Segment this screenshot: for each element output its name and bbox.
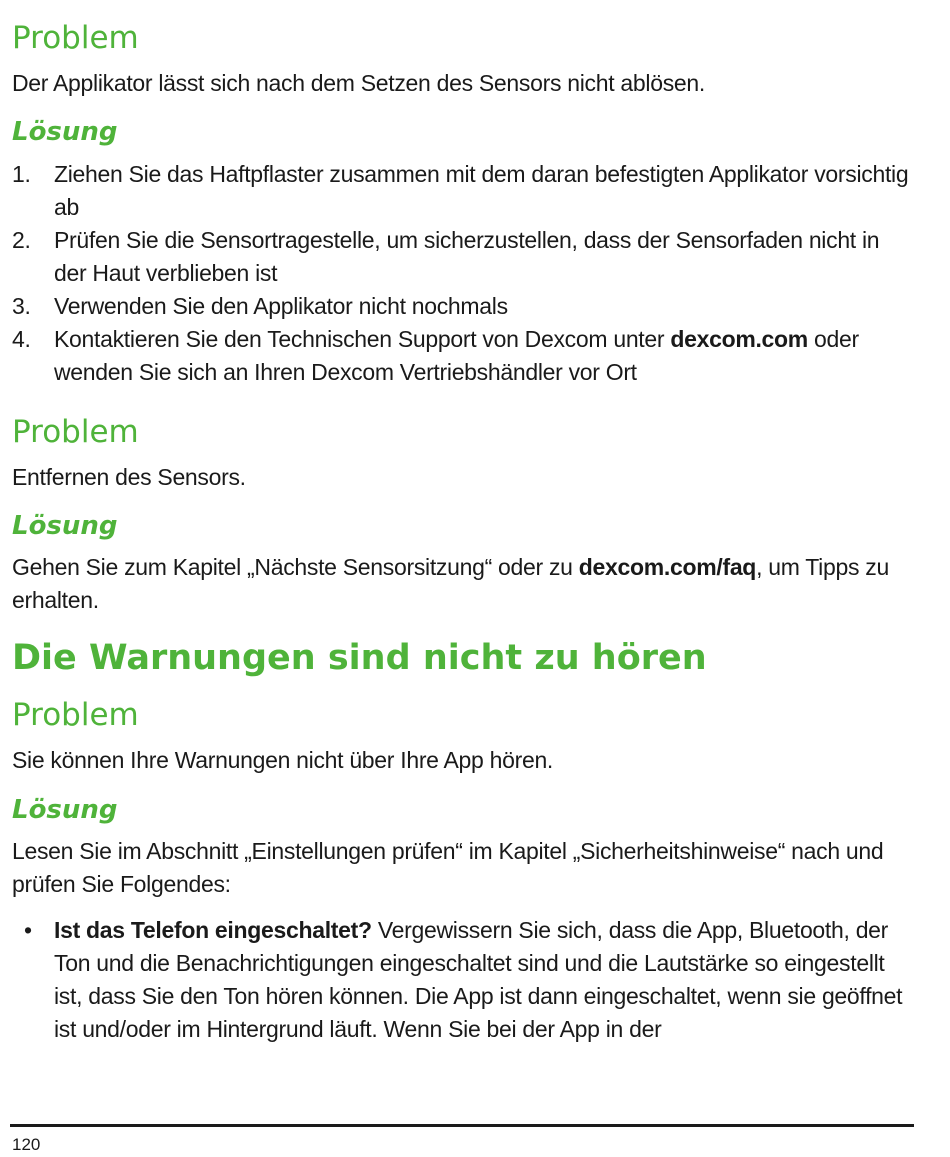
- dexcom-faq-link[interactable]: dexcom.com/faq: [578, 554, 757, 580]
- bullet-lead: Ist das Telefon eingeschaltet?: [54, 917, 372, 943]
- page-number: 120: [12, 1135, 41, 1154]
- step-text-after: oder wenden Sie sich an Ihren Dexcom Vertriebshändler vor Ort: [54, 326, 859, 385]
- bullet-icon: •: [24, 917, 32, 943]
- step-number: 2.: [12, 227, 31, 253]
- problem-heading: Problem: [12, 20, 139, 56]
- list-item: [12, 323, 917, 389]
- step-text: Prüfen Sie die Sensortragestelle, um sicherzustellen, dass der Sensorfaden nicht in der Haut verblieben ist: [54, 227, 880, 286]
- step-number: 3.: [12, 293, 31, 319]
- list-item: [12, 290, 917, 323]
- section-title: Die Warnungen sind nicht zu hören: [12, 638, 707, 678]
- checklist: [12, 914, 912, 1046]
- list-item: [12, 158, 917, 224]
- step-text: Ziehen Sie das Haftpflaster zusammen mit dem daran befestigten Applikator vorsichtig ab: [54, 161, 909, 220]
- list-item: [12, 224, 917, 290]
- solution-heading: Lösung: [12, 795, 118, 825]
- dexcom-link[interactable]: dexcom.com: [670, 326, 808, 352]
- solution-text-after: , um Tipps zu erhalten.: [12, 554, 889, 613]
- problem-heading: Problem: [12, 697, 139, 733]
- solution-steps-list: [12, 158, 917, 389]
- step-number: 1.: [12, 161, 31, 187]
- step-text: Verwenden Sie den Applikator nicht nochmals: [54, 293, 508, 319]
- list-item: [12, 914, 912, 1046]
- problem-text: Der Applikator lässt sich nach dem Setzen des Sensors nicht ablösen.: [12, 70, 705, 96]
- footer-divider: [10, 1124, 914, 1127]
- solution-heading: Lösung: [12, 511, 118, 541]
- problem-heading: Problem: [12, 414, 139, 450]
- solution-text: Lesen Sie im Abschnitt „Einstellungen prüfen“ im Kapitel „Sicherheitshinweise“ nach und prüfen Sie Folgendes:: [12, 838, 884, 897]
- solution-text: [12, 551, 917, 617]
- solution-text-before: Gehen Sie zum Kapitel „Nächste Sensorsitzung“ oder zu: [12, 554, 579, 580]
- problem-text: Sie können Ihre Warnungen nicht über Ihre App hören.: [12, 747, 554, 773]
- solution-heading: Lösung: [12, 117, 118, 147]
- step-text-before: Kontaktieren Sie den Technischen Support von Dexcom unter: [54, 326, 671, 352]
- bullet-text: Vergewissern Sie sich, dass die App, Bluetooth, der Ton und die Benachrichtigungen eingeschaltet sind und die Lautstärke so eingestellt ist, dass Sie den Ton hören können. Die App ist dann eingeschaltet, wenn sie geöffnet ist und/oder im Hintergrund läuft. Wenn Sie bei der App in der: [54, 917, 903, 1042]
- problem-text: Entfernen des Sensors.: [12, 464, 246, 490]
- step-number: 4.: [12, 326, 31, 352]
